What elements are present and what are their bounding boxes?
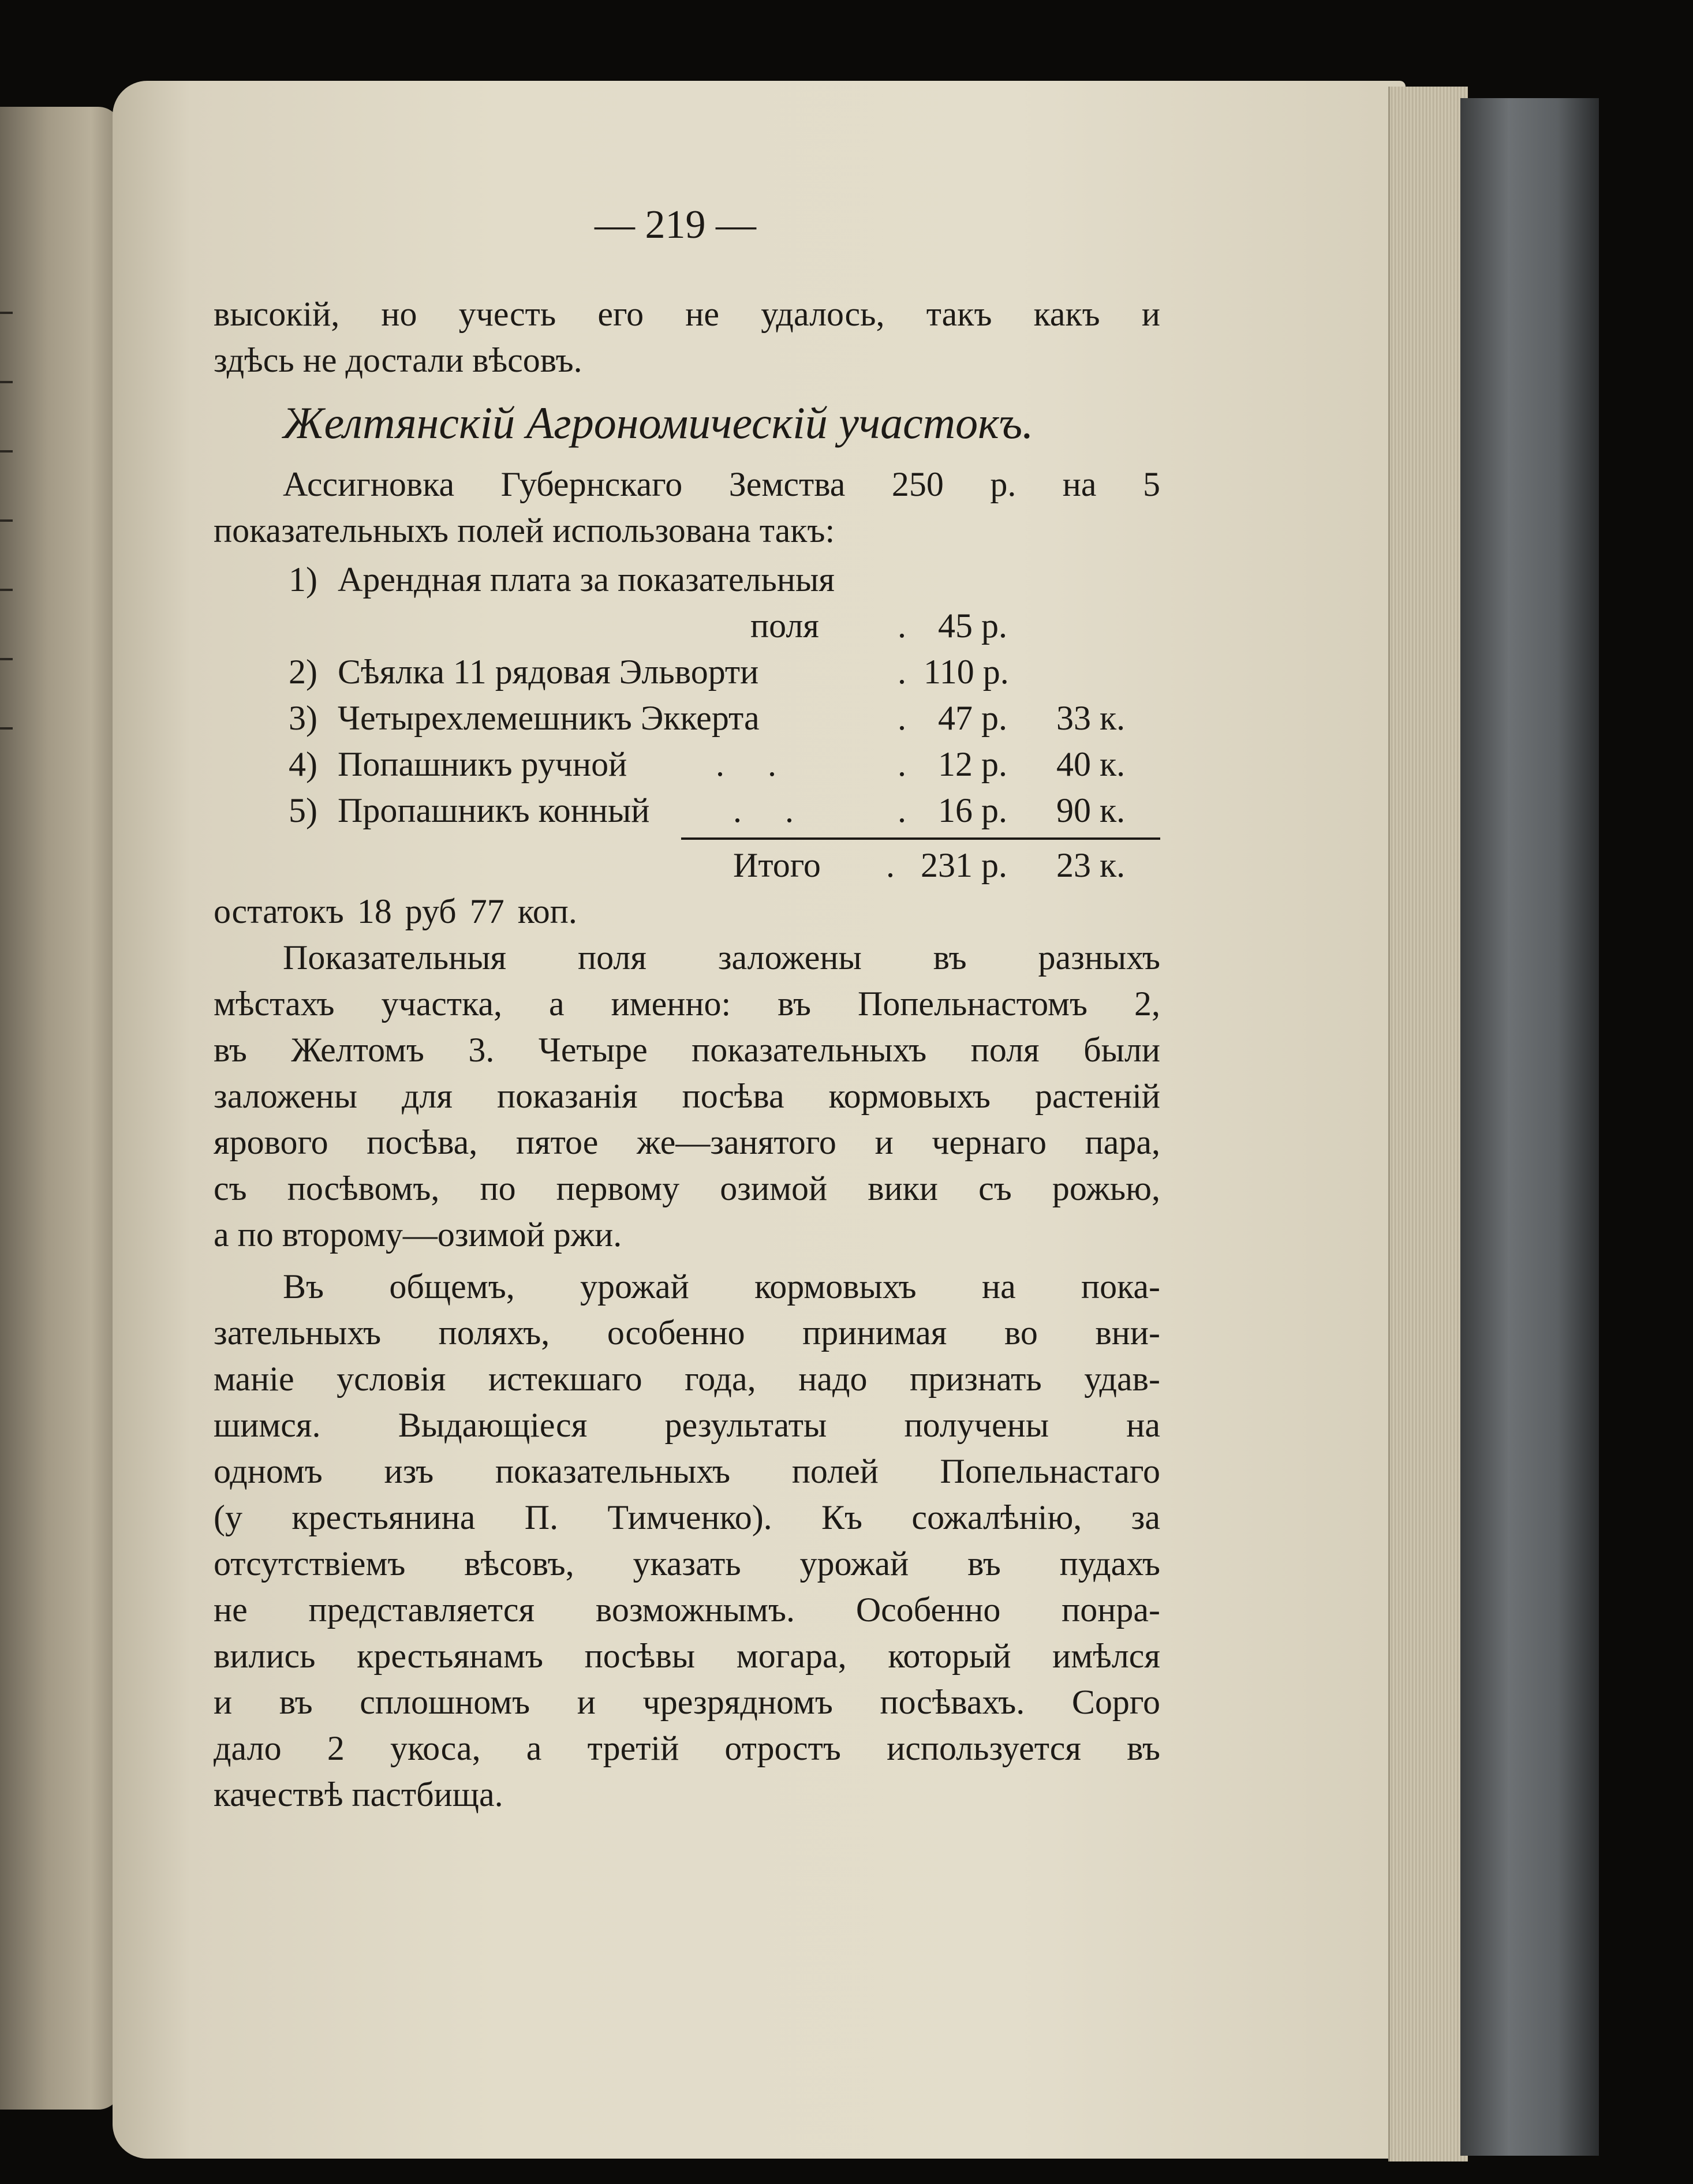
text-line: маніе условія истекшаго года, надо признать удав- xyxy=(214,1360,1160,1398)
section-heading: Желтянскій Агрономическій участокъ. xyxy=(283,398,1034,448)
margin-mark xyxy=(0,658,13,660)
margin-mark xyxy=(0,727,13,730)
leader-dot: . xyxy=(898,745,906,783)
item-text: Четырехлемешникъ Эккерта xyxy=(338,699,760,737)
leader-dots: . . xyxy=(716,745,776,783)
item-number: 5) xyxy=(289,791,317,829)
total-kopecks: 23 к. xyxy=(1056,846,1126,884)
text-line: въ Желтомъ 3. Четыре показательныхъ поля были xyxy=(214,1031,1160,1069)
text-line: (у крестьянина П. Тимченко). Къ сожалѣнію, за xyxy=(214,1498,1160,1536)
left-page-edge xyxy=(0,107,121,2110)
text-line: заложены для показанія посѣва кормовыхъ растеній xyxy=(214,1077,1160,1115)
item-rubles: 47 р. xyxy=(938,699,1007,737)
item-rubles: 12 р. xyxy=(938,745,1007,783)
text-line: зательныхъ поляхъ, особенно принимая во вни- xyxy=(214,1314,1160,1352)
leader-dot: . xyxy=(898,791,906,829)
leader-dot: . xyxy=(898,653,906,691)
text-line: здѣсь не достали вѣсовъ. xyxy=(214,341,582,379)
margin-mark xyxy=(0,589,13,591)
text-line: мѣстахъ участка, а именно: въ Попельнастомъ 2, xyxy=(214,985,1160,1023)
text-line: Показательныя поля заложены въ разныхъ xyxy=(283,938,1160,977)
leader-dot: . xyxy=(898,607,906,645)
item-number: 1) xyxy=(289,560,317,599)
item-text: Попашникъ ручной xyxy=(338,745,627,783)
remainder-line: остатокъ 18 руб 77 коп. xyxy=(214,892,577,930)
text-line: качествѣ пастбища. xyxy=(214,1775,503,1813)
text-line: отсутствіемъ вѣсовъ, указать урожай въ пудахъ xyxy=(214,1544,1160,1583)
item-text: Пропашникъ конный xyxy=(338,791,650,829)
item-number: 3) xyxy=(289,699,317,737)
text-line: и въ сплошномъ и чрезрядномъ посѣвахъ. Сорго xyxy=(214,1683,1160,1721)
item-number: 4) xyxy=(289,745,317,783)
text-line: ярового посѣва, пятое же—занятого и чернаго пара, xyxy=(214,1123,1160,1161)
leader-dot: . xyxy=(898,699,906,737)
item-rubles: 45 р. xyxy=(938,607,1007,645)
item-kopecks: 90 к. xyxy=(1056,791,1126,829)
text-line: вились крестьянамъ посѣвы могара, который имѣлся xyxy=(214,1637,1160,1675)
text-line: дало 2 укоса, а третій отростъ используется въ xyxy=(214,1729,1160,1767)
item-rubles: 110 р. xyxy=(924,653,1009,691)
total-label: Итого xyxy=(733,846,821,884)
page-block-edge xyxy=(1388,87,1468,2161)
book-page xyxy=(113,81,1406,2159)
leader-dots: . . xyxy=(733,791,794,829)
text-line: а по второму—озимой ржи. xyxy=(214,1216,622,1254)
text-line: шимся. Выдающіеся результаты получены на xyxy=(214,1406,1160,1444)
text-line: не представляется возможнымъ. Особенно понра- xyxy=(214,1591,1160,1629)
text-line: высокій, но учесть его не удалось, такъ какъ и xyxy=(214,295,1160,333)
margin-mark xyxy=(0,519,13,522)
item-text: поля xyxy=(750,607,819,645)
text-line: показательныхъ полей использована такъ: xyxy=(214,511,835,549)
total-rubles: 231 р. xyxy=(921,846,1007,884)
page-number: — 219 — xyxy=(595,203,756,247)
text-line: Ассигновка Губернскаго Земства 250 р. на 5 xyxy=(283,465,1160,503)
item-kopecks: 33 к. xyxy=(1056,699,1126,737)
margin-mark xyxy=(0,312,13,314)
text-line: Въ общемъ, урожай кормовыхъ на пока- xyxy=(283,1267,1160,1306)
margin-mark xyxy=(0,450,13,452)
sum-rule xyxy=(681,837,1160,840)
item-text: Арендная плата за показательныя xyxy=(338,560,835,599)
item-kopecks: 40 к. xyxy=(1056,745,1126,783)
item-text: Сѣялка 11 рядовая Эльворти xyxy=(338,653,759,691)
text-line: съ посѣвомъ, по первому озимой вики съ рожью, xyxy=(214,1169,1160,1207)
book-cover xyxy=(1460,98,1599,2156)
margin-mark xyxy=(0,381,13,383)
text-line: одномъ изъ показательныхъ полей Попельнастаго xyxy=(214,1452,1160,1490)
item-number: 2) xyxy=(289,653,317,691)
item-rubles: 16 р. xyxy=(938,791,1007,829)
leader-dot: . xyxy=(886,846,895,884)
